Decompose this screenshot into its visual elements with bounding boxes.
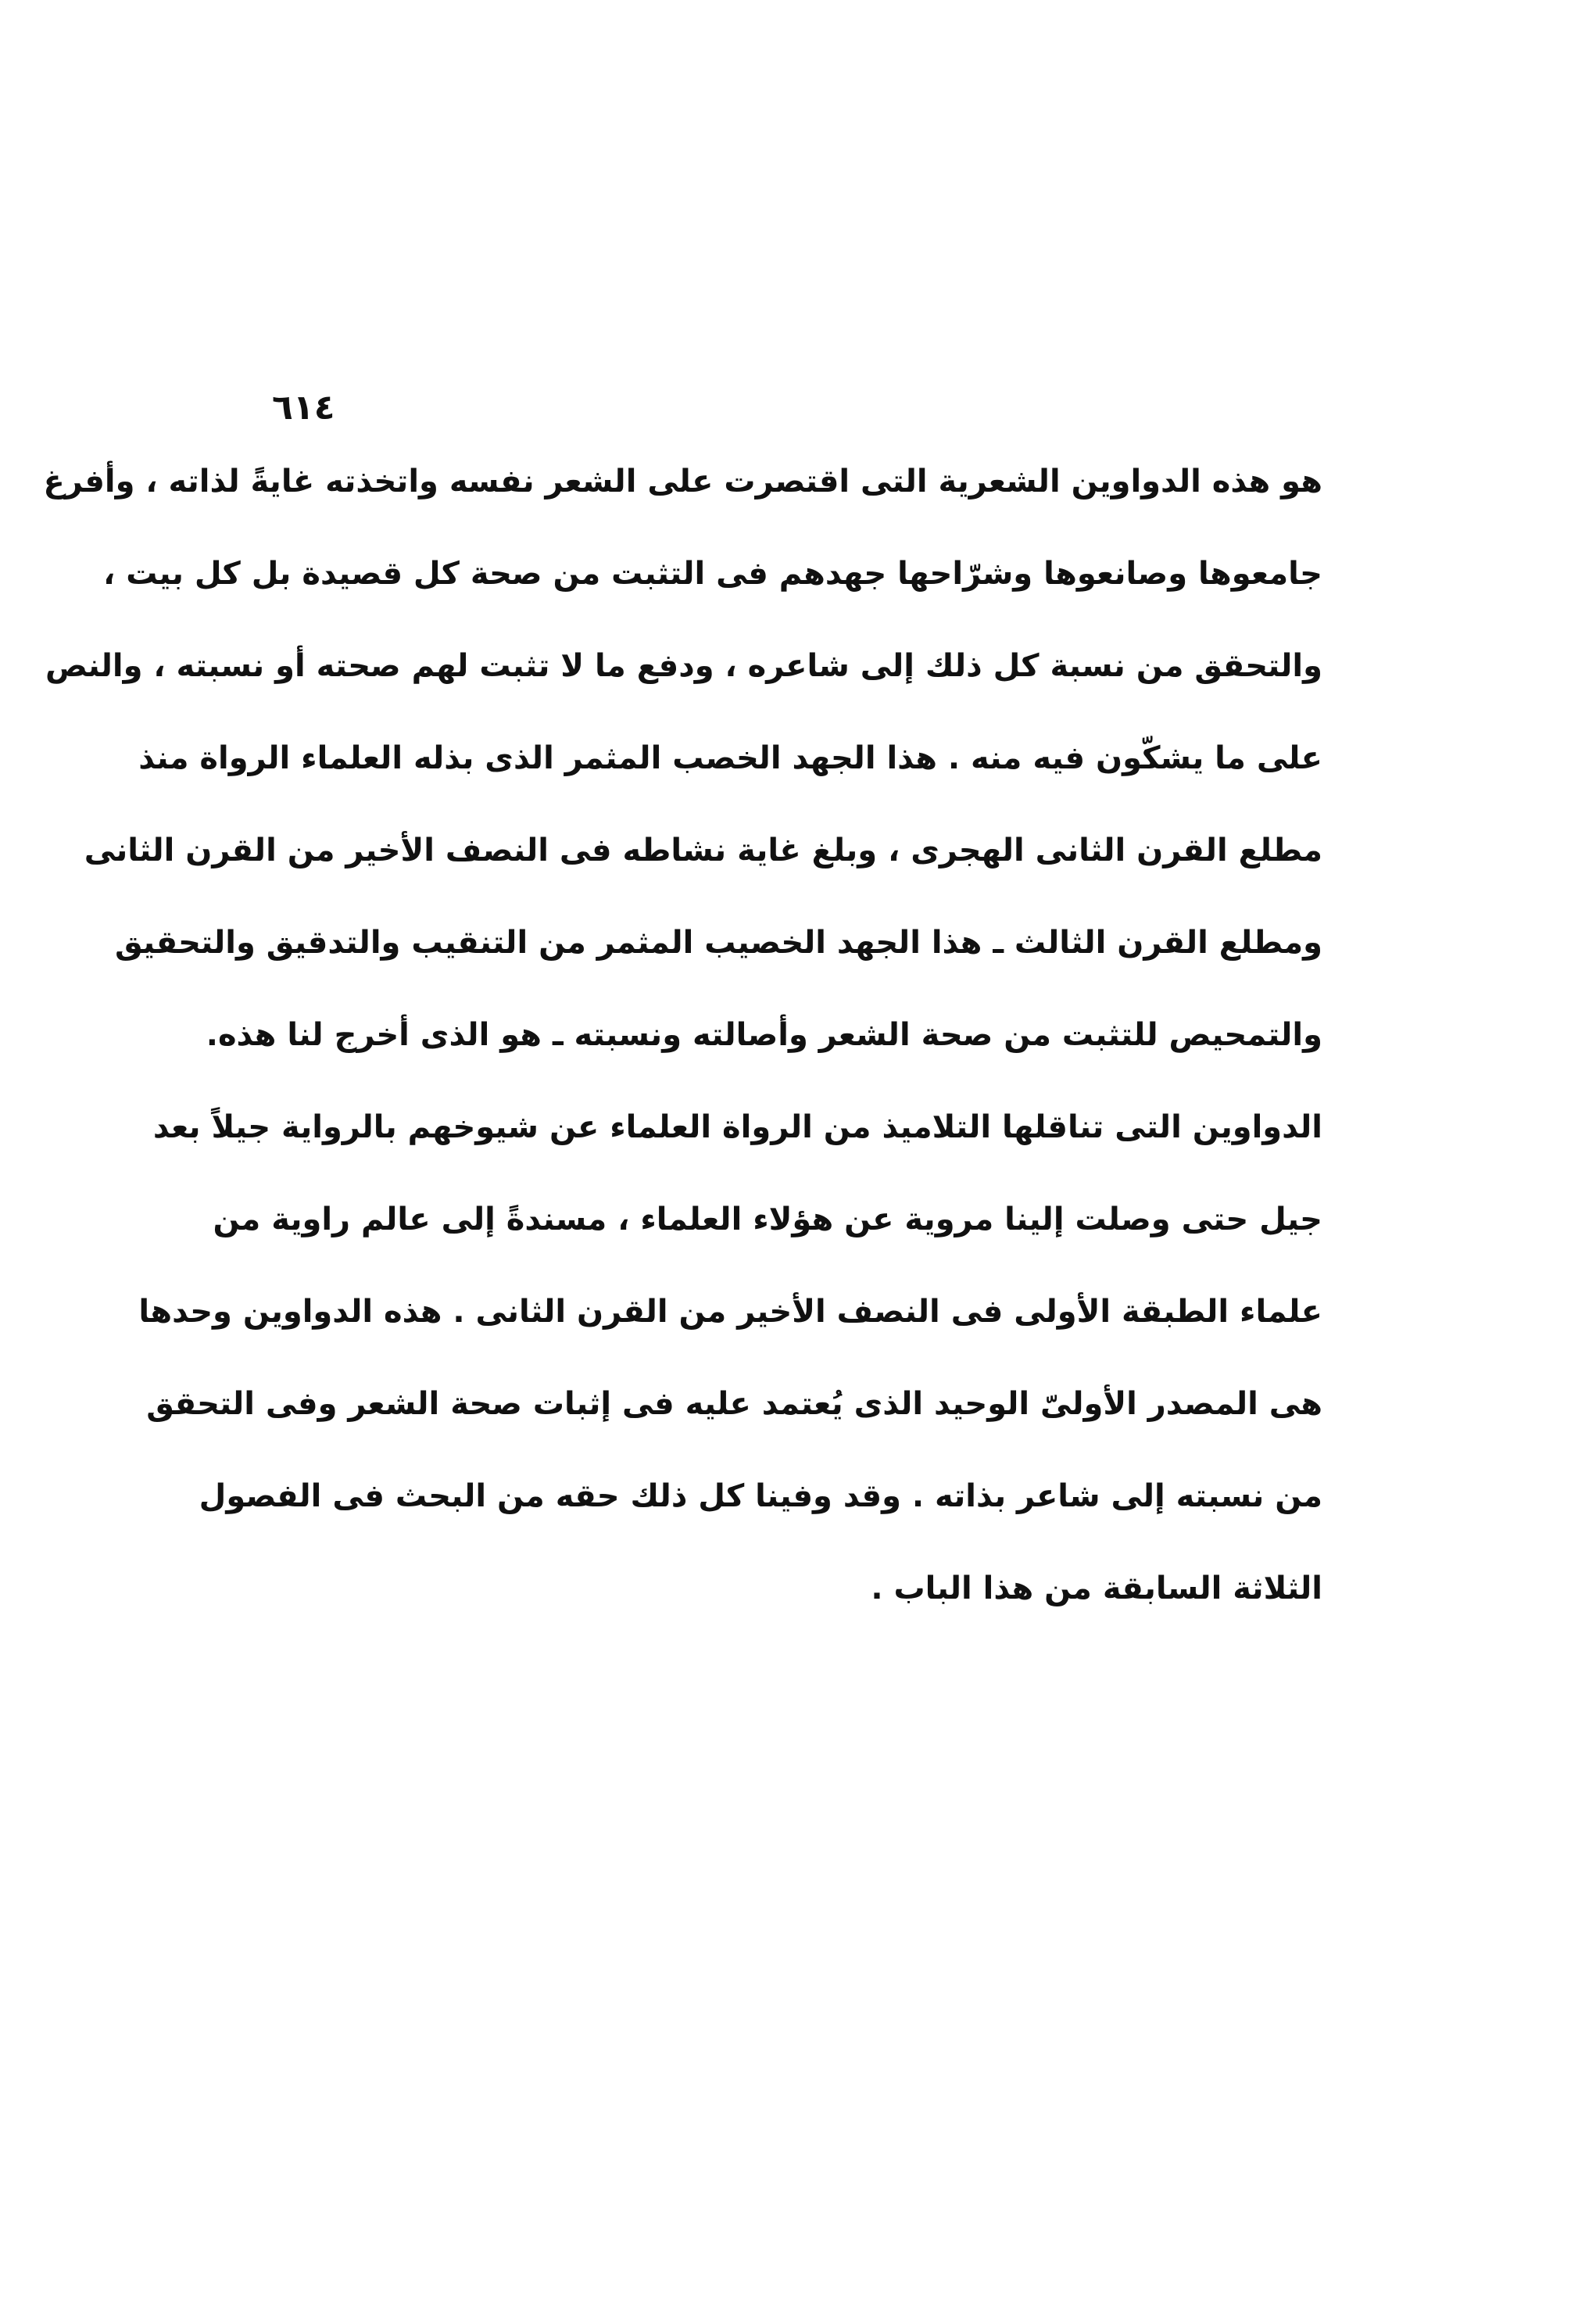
text-line: علماء الطبقة الأولى فى النصف الأخير من القرن الثانى . هذه الدواوين وحدها — [138, 1294, 1322, 1330]
text-line: جامعوها وصانعوها وشرّاحها جهدهم فى التثبت من صحة كل قصيدة بل كل بيت ، — [103, 556, 1322, 592]
text-line: الدواوين التى تناقلها التلاميذ من الرواة العلماء عن شيوخهم بالرواية جيلاً بعد — [152, 1109, 1322, 1145]
text-line: على ما يشكّون فيه منه . هذا الجهد الخصب المثمر الذى بذله العلماء الرواة منذ — [138, 740, 1322, 776]
text-line-last: الثلاثة السابقة من هذا الباب . — [871, 1571, 1322, 1606]
text-line: من نسبته إلى شاعر بذاته . وقد وفينا كل ذلك حقه من البحث فى الفصول — [199, 1478, 1322, 1514]
text-line: هى المصدر الأولىّ الوحيد الذى يُعتمد عليه فى إثبات صحة الشعر وفى التحقق — [146, 1386, 1322, 1422]
text-line: والتحقق من نسبة كل ذلك إلى شاعره ، ودفع ما لا تثبت لهم صحته أو نسبته ، والنص — [45, 648, 1322, 684]
body-text — [43, 447, 1322, 1667]
text-line: هو هذه الدواوين الشعرية التى اقتصرت على الشعر نفسه واتخذته غايةً لذاته ، وأفرغ — [43, 464, 1322, 500]
text-line: ومطلع القرن الثالث ـ هذا الجهد الخصيب المثمر من التنقيب والتدقيق والتحقيق — [114, 925, 1322, 961]
text-line: جيل حتى وصلت إلينا مروية عن هؤلاء العلماء ، مسندةً إلى عالم راوية من — [213, 1202, 1322, 1237]
text-line: والتمحيص للتثبت من صحة الشعر وأصالته ونسبته ـ هو الذى أخرج لنا هذه. — [206, 1017, 1322, 1053]
text-line: مطلع القرن الثانى الهجرى ، وبلغ غاية نشاطه فى النصف الأخير من القرن الثانى — [84, 833, 1322, 869]
page-number: ٦١٤ — [272, 388, 335, 428]
